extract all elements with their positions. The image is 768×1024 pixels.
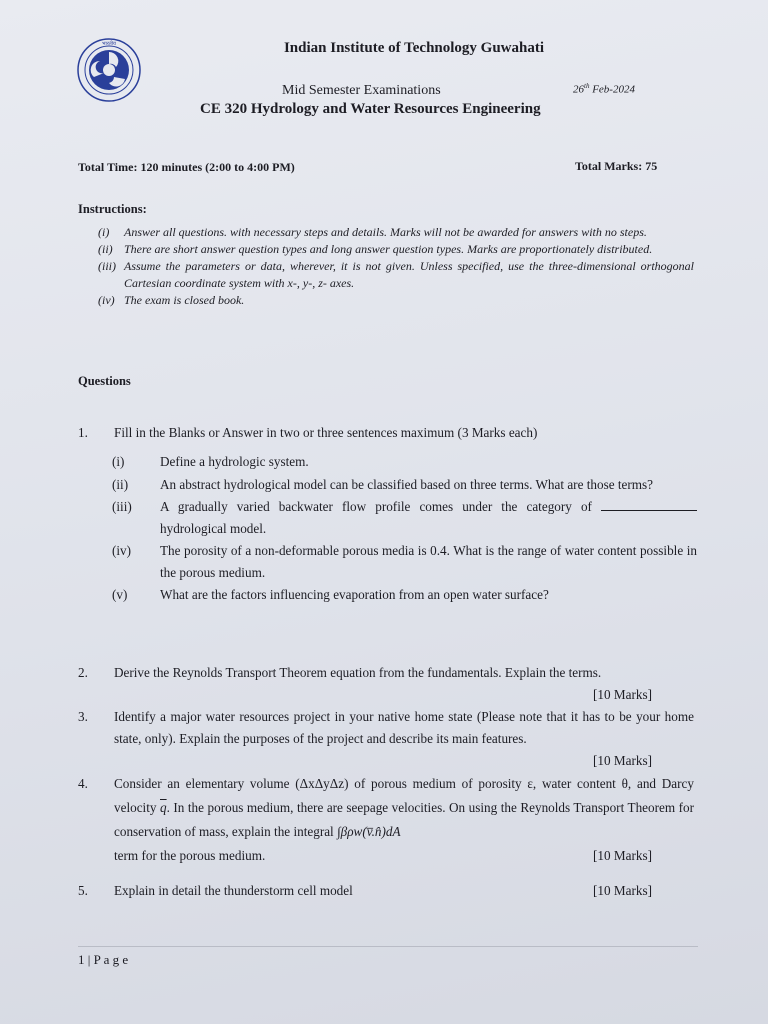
- subquestion: (v) What are the factors influencing evaporation from an open water surface?: [112, 587, 549, 602]
- instruction-item: (ii) There are short answer question types and long answer question types. Marks are proportionately distributed.: [98, 242, 653, 256]
- instruction-item: (iii) Assume the parameters or data, wherever, it is not given. Unless specified, use the three-dimensional orthogonal Cartesian coordinate system with x-, y-, z- axes.: [98, 259, 694, 290]
- question-1-subparts: [112, 451, 697, 607]
- subquestion: (ii) An abstract hydrological model can be classified based on three terms. What are those terms?: [112, 476, 654, 492]
- instructions-heading: Instructions:: [78, 202, 147, 216]
- svg-text:भारतीय: भारतीय: [102, 41, 116, 47]
- instruction-item: (iv) The exam is closed book.: [98, 293, 245, 307]
- page-footer: 1 | P a g e: [78, 952, 129, 967]
- questions-heading: Questions: [78, 374, 131, 388]
- exam-date: 26th Feb-2024: [573, 82, 635, 96]
- subquestion: (i) Define a hydrologic system.: [112, 454, 309, 469]
- integral-expression: ∫βρw(v̅.n̂)dA: [337, 824, 401, 839]
- total-marks: Total Marks: 75: [575, 159, 658, 173]
- exam-title: Mid Semester Examinations: [282, 83, 441, 98]
- course-title: CE 320 Hydrology and Water Resources Engineering: [200, 101, 541, 117]
- question-5-marks: [10 Marks]: [593, 883, 652, 898]
- exam-paper: भारतीय Indian Institute of Technology Guwahati Mid Semester Examinations 26th Feb-2024 CE 320 Hydrology and Water Resources Engineering Total Time: 120 minutes (2:00 to 4:00 PM) Total Marks: 75 Instructions: (i) Answer all questions. with necessary steps and details. Marks will not be awarded for answers with no steps. (ii) There are short answer question types and long answer question types. Marks are proportionately distributed. (iii) Assume the parameters or data, wherever, it is not given. Unless specified, use the three-dimensional orthogonal Cartesian coordinate system with x-, y-, z- axes. (iv) The exam is closed book. Questions 1. Fill in the Blanks or Answer in two or three sentences maximum (3 Marks each) (i) Define a hydrologic system. (ii) An abstract hydrological model can be classified based on three terms. What are those terms? (iii) A gradually varied backwater flow profile comes under the category of hydrological model. (iv) The porosity of a non-deformable porous media is 0.4. What is the range of water content possible in the porous medium. (v) What are the factors influencing evaporation from an open water surface? 2. Derive the Reynolds Transport Theorem equation from the fundamentals. Explain the terms. [10 Marks] 3. Identify a major water resources project in your native home state (Please note that it has to be your home state, only). Explain the purposes of the project and describe its main features. [10 Marks] 4. Consider an elementary volume (ΔxΔyΔz) of porous medium of porosity ε, water content θ, and Darcy velocity $\overline{q}$. In the porous medium, there are seepage velocities. On using the Reynolds Transport Theorem for conservation of mass, explain the integral ∫βρw(v̅.n̂)dA term for the porous medium. [10 Marks] 5. Explain in detail the thunderstorm cell model [10 Marks] 1 | P a g e: [0, 0, 768, 1024]
- question-3-marks: [10 Marks]: [593, 753, 652, 768]
- institute-name: Indian Institute of Technology Guwahati: [283, 40, 545, 56]
- instructions-list: [98, 224, 694, 309]
- subquestion: (iv) The porosity of a non-deformable porous media is 0.4. What is the range of water content possible in the porous medium.: [112, 543, 697, 580]
- total-time: Total Time: 120 minutes (2:00 to 4:00 PM): [78, 160, 295, 174]
- instruction-item: (i) Answer all questions. with necessary steps and details. Marks will not be awarded for answers with no steps.: [98, 225, 647, 239]
- footer-divider: [78, 946, 698, 947]
- fill-in-blank: [601, 498, 697, 511]
- question-4-marks: [10 Marks]: [593, 848, 652, 863]
- subquestion: (iii) A gradually varied backwater flow profile comes under the category of hydrological model.: [112, 496, 697, 539]
- question-2-marks: [10 Marks]: [593, 687, 652, 702]
